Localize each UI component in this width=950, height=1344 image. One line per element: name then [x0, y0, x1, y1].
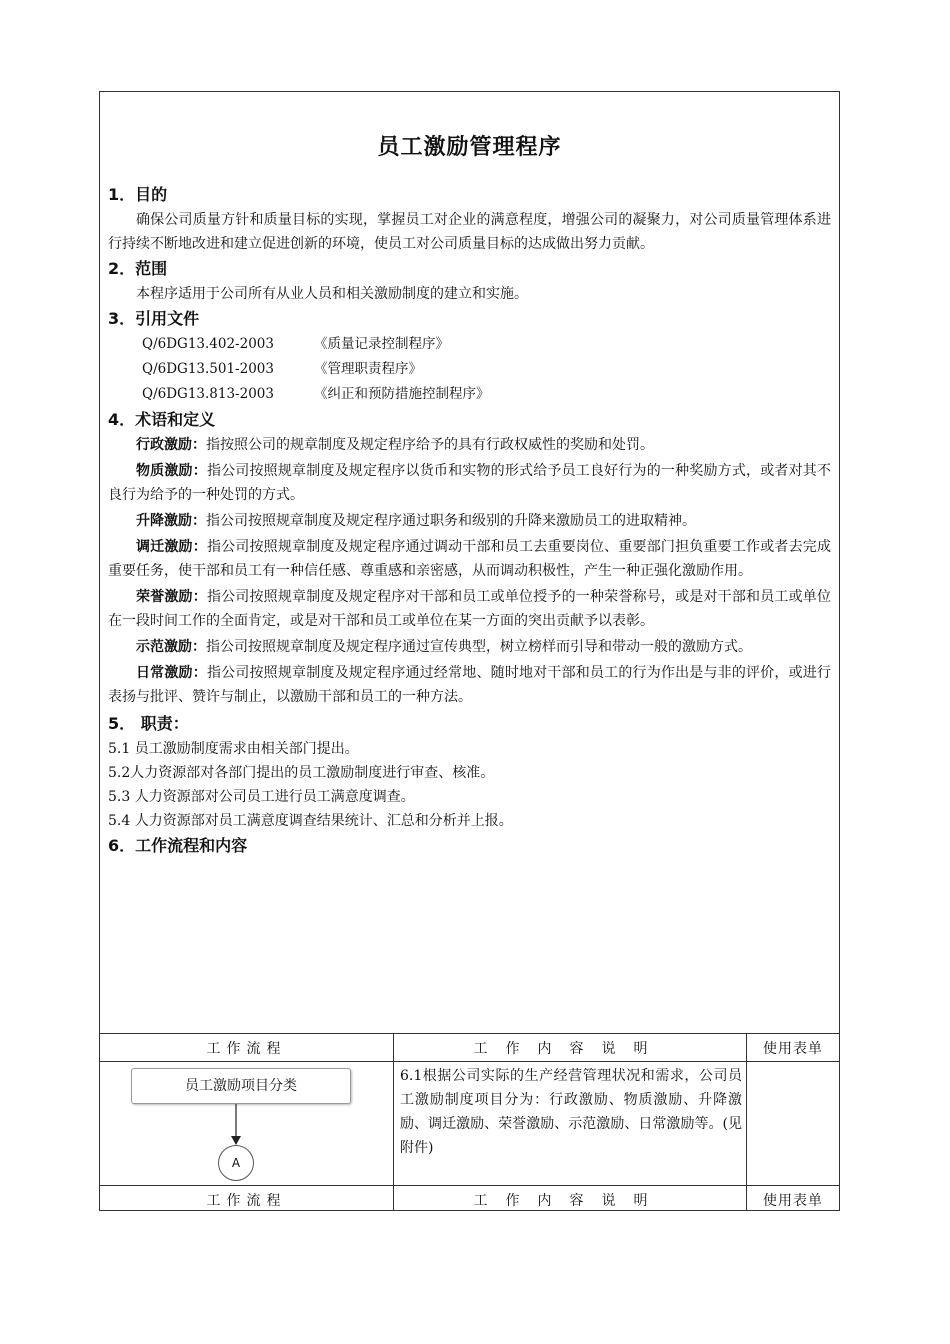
page-title: 员工激励管理程序 [377, 135, 562, 160]
section-heading-scope: 2．范围 [108, 259, 168, 278]
responsibility-item: 5.3 人力资源部对公司员工进行员工满意度调查。 [108, 789, 415, 805]
table-column-divider [746, 1033, 747, 1211]
section-text-purpose: 确保公司质量方针和质量目标的实现，掌握员工对企业的满意程度，增强公司的凝聚力，对公司质量管理体系进行持续不断地改进和建立促进创新的环境，使员工对公司质量目标的达成做出努力贡献。 [108, 212, 831, 252]
table-top-border [100, 1033, 839, 1034]
footer-content: 工作内容说明 [473, 1193, 666, 1209]
document-body [108, 182, 831, 859]
term-definition: 日常激励：指公司按照规章制度及规定程序通过经常地、随时地对干部和员工的行为作出是与非的评价，或进行表扬与批评、赞许与制止，以激励干部和员工的一种方法。 [108, 665, 831, 705]
section-heading-references: 3．引用文件 [108, 309, 200, 328]
workflow-description: 6.1根据公司实际的生产经营管理状况和需求，公司员工激励制度项目分为：行政激励、物质激励、升降激励、调迁激励、荣誉激励、示范激励、日常激励等。(见附件) [400, 1068, 742, 1156]
footer-form: 使用表单 [763, 1193, 823, 1209]
term-definition: 行政激励：指按照公司的规章制度及规定程序给予的具有行政权威性的奖励和处罚。 [136, 437, 654, 453]
reference-item: Q/6DG13.402-2003 《质量记录控制程序》 [142, 336, 449, 352]
section-heading-responsibilities: 5． 职责： [108, 714, 189, 733]
section-heading-workflow: 6．工作流程和内容 [108, 836, 248, 855]
table-column-divider [393, 1033, 394, 1211]
term-definition: 物质激励：指公司按照规章制度及规定程序以货币和实物的形式给予员工良好行为的一种奖励方式，或者对其不良行为给予的一种处罚的方式。 [108, 463, 831, 503]
flowchart-step-box: 员工激励项目分类 [131, 1068, 351, 1104]
flow-arrow [230, 1104, 242, 1146]
term-definition: 荣誉激励：指公司按照规章制度及规定程序对干部和员工或单位授予的一种荣誉称号，或是对干部和员工或单位在一段时间工作的全面肯定，或是对干部和员工或单位在某一方面的突出贡献予以表彰。 [108, 589, 831, 629]
section-heading-terms: 4．术语和定义 [108, 410, 216, 429]
section-heading-purpose: 1．目的 [108, 185, 168, 204]
table-row-divider [100, 1185, 839, 1186]
document-frame [99, 91, 840, 1211]
responsibility-item: 5.2人力资源部对各部门提出的员工激励制度进行审查、核准。 [108, 765, 495, 781]
footer-flow: 工作流程 [206, 1193, 287, 1209]
section-text-scope: 本程序适用于公司所有从业人员和相关激励制度的建立和实施。 [136, 286, 528, 302]
responsibility-item: 5.1 员工激励制度需求由相关部门提出。 [108, 741, 359, 757]
reference-item: Q/6DG13.501-2003 《管理职责程序》 [142, 361, 422, 377]
table-header-divider [100, 1061, 839, 1062]
header-content: 工作内容说明 [473, 1041, 666, 1057]
flowchart-connector: A [218, 1145, 254, 1181]
term-definition: 示范激励：指公司按照规章制度及规定程序通过宣传典型，树立榜样而引导和带动一般的激励方式。 [136, 639, 752, 655]
term-definition: 调迁激励：指公司按照规章制度及规定程序通过调动干部和员工去重要岗位、重要部门担负重要工作或者去完成重要任务，使干部和员工有一种信任感、尊重感和亲密感，从而调动积极性，产生一种正强化激励作用。 [108, 539, 831, 579]
reference-item: Q/6DG13.813-2003 《纠正和预防措施控制程序》 [142, 386, 490, 402]
header-flow: 工作流程 [206, 1041, 287, 1057]
term-definition: 升降激励：指公司按照规章制度及规定程序通过职务和级别的升降来激励员工的进取精神。 [136, 513, 696, 529]
responsibility-item: 5.4 人力资源部对员工满意度调查结果统计、汇总和分析并上报。 [108, 813, 513, 829]
header-form: 使用表单 [763, 1041, 823, 1057]
